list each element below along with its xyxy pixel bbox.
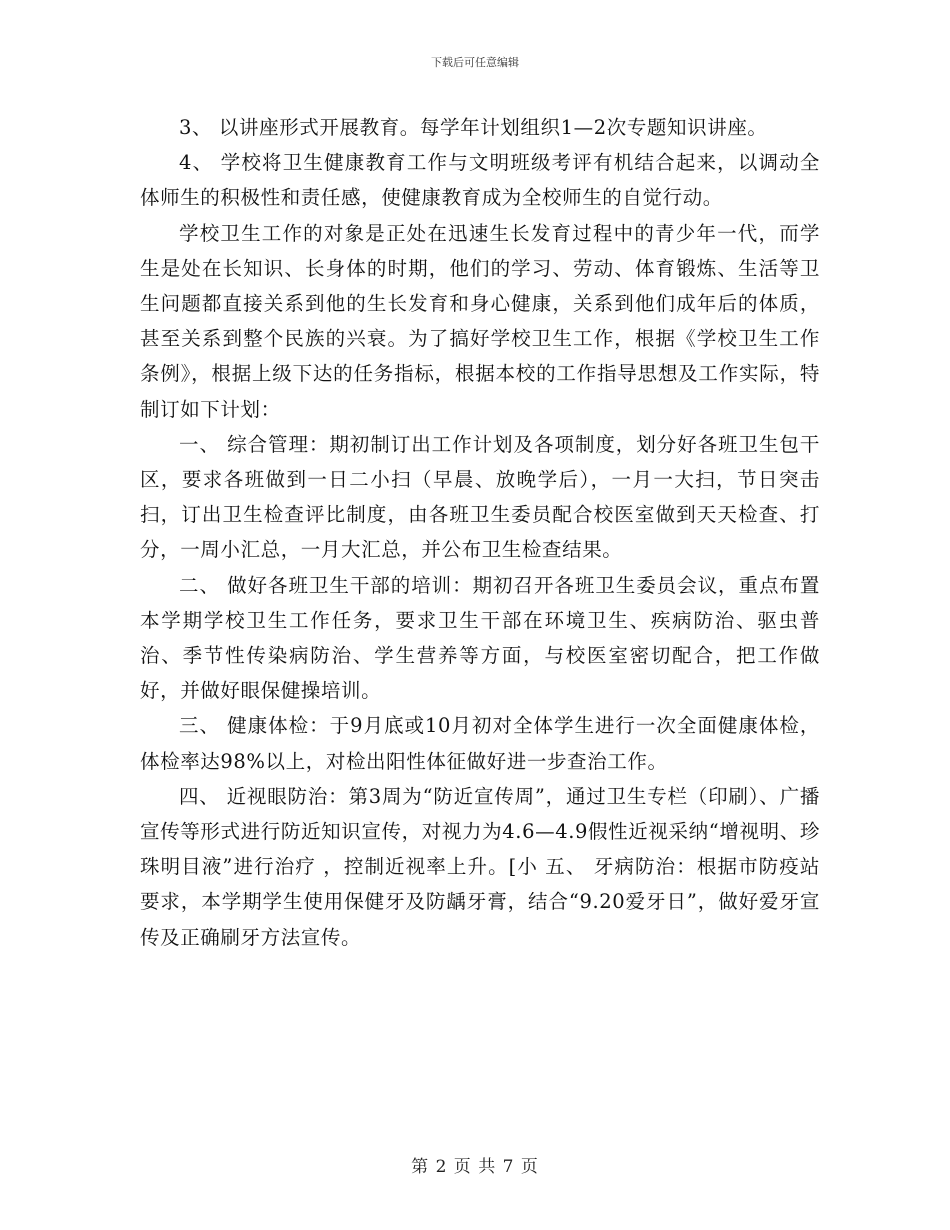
page-number: 第 2 页 共 7 页: [411, 1157, 539, 1177]
paragraph-health-cadre-training: 二、 做好各班卫生干部的培训：期初召开各班卫生委员会议，重点布置本学期学校卫生工作任务，要求卫生干部在环境卫生、疾病防治、驱虫普治、季节性传染病防治、学生营养等方面，与校医室密切配合，把工作做好，并做好眼保健操培训。: [140, 573, 820, 703]
paragraph-myopia-and-dental: 四、 近视眼防治：第3周为“防近宣传周”，通过卫生专栏（印刷）、广播宣传等形式进行防近知识宣传，对视力为4.6—4.9假性近视采纳“增视明、珍珠明目液”进行治疗 ，控制近视率上升。[小 五、 牙病防治：根据市防疫站要求，本学期学生使用保健牙及防龋牙膏，结合“9.20爱牙日”，做好爱牙宣传及正确刷牙方法宣传。: [140, 784, 820, 949]
paragraph-intro: 学校卫生工作的对象是正处在迅速生长发育过程中的青少年一代，而学生是处在长知识、长身体的时期，他们的学习、劳动、体育锻炼、生活等卫生问题都直接关系到他的生长发育和身心健康，关系到他们成年后的体质，甚至关系到整个民族的兴衰。为了搞好学校卫生工作，根据《学校卫生工作条例》，根据上级下达的任务指标，根据本校的工作指导思想及工作实际，特制订如下计划：: [140, 221, 820, 421]
paragraph-health-checkup: 三、 健康体检：于9月底或10月初对全体学生进行一次全面健康体检，体检率达98%以上，对检出阳性体征做好进一步查治工作。: [140, 714, 820, 773]
document-body: [140, 110, 820, 955]
paragraph-lecture-education: 3、 以讲座形式开展教育。每学年计划组织1—2次专题知识讲座。: [179, 116, 768, 139]
paragraph-comprehensive-management: 一、 综合管理：期初制订出工作计划及各项制度，划分好各班卫生包干区，要求各班做到一日二小扫（早晨、放晚学后），一月一大扫，节日突击扫，订出卫生检查评比制度，由各班卫生委员配合校医室做到天天检查、打分，一周小汇总，一月大汇总，并公布卫生检查结果。: [140, 432, 820, 562]
paragraph-class-evaluation: 4、 学校将卫生健康教育工作与文明班级考评有机结合起来，以调动全体师生的积极性和责任感，使健康教育成为全校师生的自觉行动。: [140, 151, 820, 210]
page-header: 下载后可任意编辑: [431, 56, 519, 69]
